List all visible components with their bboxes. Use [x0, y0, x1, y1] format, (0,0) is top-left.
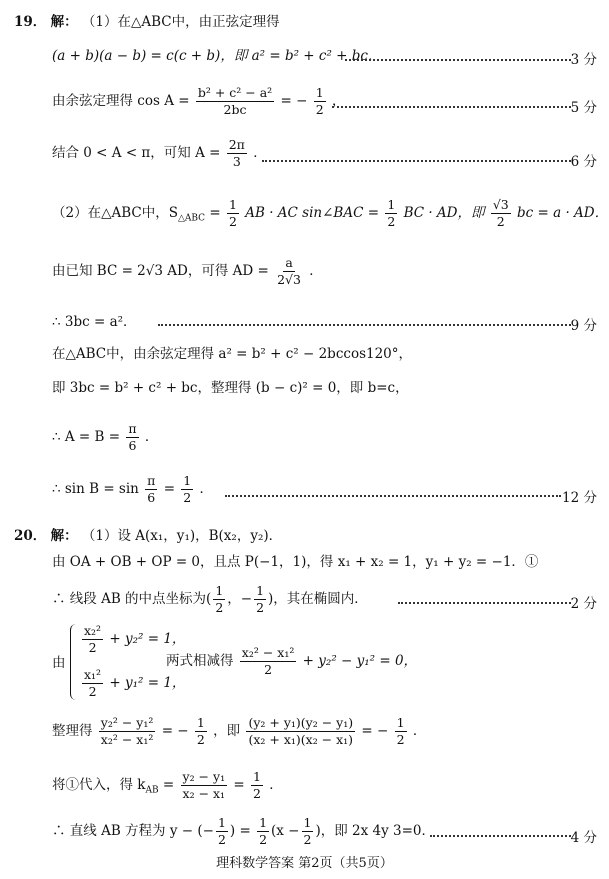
frac-num: y₂ − y₁ — [182, 769, 226, 784]
frac-num: 1 — [303, 815, 312, 830]
q19-line-7 — [52, 314, 137, 330]
q19-l9: 即 3bc = b² + c² + bc，整理得 (b − c)² = 0，即 b=c， — [52, 380, 409, 396]
frac-num: 1 — [315, 85, 324, 100]
q19-score-11: 12 分 — [562, 490, 597, 506]
frac-den: 2 — [303, 832, 312, 847]
q20-l3-frac1 — [213, 584, 225, 615]
q20-sys-frac — [240, 646, 297, 677]
q19-l5-sub: △ABC — [177, 213, 206, 224]
frac-num: 1 — [183, 473, 192, 488]
q20-line-6 — [52, 770, 283, 801]
frac-den: (x₂ + x₁)(x₂ − x₁) — [248, 732, 354, 747]
q19-line-9 — [52, 380, 409, 396]
frac-num: 1 — [217, 815, 226, 830]
q19-line-1 — [14, 14, 280, 30]
q20-l5-eq2: = − — [361, 723, 389, 739]
q20-sys-rhs — [166, 646, 417, 677]
q19-l10-pre: ∴ A = B = — [52, 429, 121, 445]
q19-l11-frac2 — [181, 474, 193, 505]
q20-l5-eq1: = − — [161, 723, 189, 739]
q19-l5-frac1 — [227, 198, 239, 229]
frac-num: 1 — [396, 715, 405, 730]
frac-den: 2 — [253, 786, 261, 801]
q20-l5-mid: ，即 — [213, 723, 241, 739]
q20-l5-frac3 — [246, 716, 355, 747]
q20-score-7: 4 分 — [570, 830, 597, 846]
q19-line-5 — [52, 198, 608, 229]
q19-dots-11 — [225, 493, 561, 497]
frac-den: 2 — [88, 640, 97, 655]
q20-l7-pre: ∴ 直线 AB 方程为 y − (− — [52, 823, 214, 839]
q19-l11-post: ． — [199, 481, 214, 497]
q20-l7-frac2 — [257, 816, 269, 847]
q19-l4-post: ． — [253, 145, 267, 161]
frac-num: 1 — [196, 715, 205, 730]
frac-num: x₂² — [84, 623, 102, 638]
q20-l5-frac2 — [195, 716, 207, 747]
q20-l5-post: ． — [412, 723, 427, 739]
q19-score-3: 5 分 — [570, 100, 597, 116]
q20-sys-post: + y₂² − y₁² = 0， — [302, 653, 418, 669]
q20-sys-a-post: + y₂² = 1， — [109, 631, 186, 647]
q19-line-3 — [52, 86, 345, 117]
frac-den: 2 — [215, 600, 224, 615]
frac-num: y₂² − y₁² — [100, 715, 154, 730]
frac-den: 2 — [256, 600, 265, 615]
q19-l5-m2: BC · AD，即 — [403, 205, 485, 221]
q19-l4-pre: 结合 0 < A < π，可知 A = — [52, 145, 221, 161]
q20-l3-frac2 — [254, 584, 266, 615]
frac-den: 2 — [196, 732, 205, 747]
frac-num: π — [128, 421, 137, 436]
q19-score-2: 3 分 — [570, 52, 597, 68]
frac-num: 1 — [259, 815, 268, 830]
q19-line-2 — [52, 48, 381, 64]
q19-l6-post: ． — [309, 263, 323, 279]
frac-num: 1 — [256, 583, 265, 598]
q20-line-1 — [14, 528, 282, 544]
frac-den: 2 — [264, 662, 273, 677]
q19-l10-frac — [126, 422, 138, 453]
q20-l6-eq2: = — [233, 777, 245, 793]
q19-l3-pre: 由余弦定理得 cos A = — [52, 93, 190, 109]
frac-num: π — [147, 473, 156, 488]
q20-score-3: 2 分 — [570, 596, 597, 612]
frac-num: 1 — [387, 197, 396, 212]
frac-den: 2√3 — [277, 272, 301, 287]
q19-jie: 解： — [50, 14, 78, 30]
frac-den: 2 — [217, 832, 226, 847]
frac-den: 3 — [232, 154, 241, 169]
frac-num: 2π — [228, 137, 245, 152]
q20-sys-a-frac — [82, 624, 103, 655]
q19-l4-frac — [227, 138, 247, 169]
q20-line-3 — [52, 584, 368, 615]
q19-score-4: 6 分 — [570, 154, 597, 170]
q20-l7-mid2: (x − — [271, 823, 300, 839]
q20-l6-eq: = — [162, 777, 175, 793]
q19-l2: (a + b)(a − b) = c(c + b)，即 a² = b² + c² + bc． — [52, 48, 382, 64]
q20-line-7 — [52, 816, 435, 847]
q20-line-5 — [52, 716, 426, 747]
q19-l10-post: ． — [144, 429, 159, 445]
q19-l3-frac2 — [314, 86, 326, 117]
q19-l3-frac — [196, 86, 274, 117]
frac-num: x₂² − x₁² — [241, 645, 295, 660]
frac-num: 1 — [215, 583, 224, 598]
q19-dots-4 — [262, 158, 571, 162]
q19-dots-7 — [158, 322, 571, 326]
q19-l7: ∴ 3bc = a²． — [52, 314, 137, 330]
q20-l1: （1）设 A(x₁，y₁)，B(x₂，y₂)． — [81, 528, 283, 544]
q20-l3-post: )，其在椭圆内． — [268, 591, 368, 607]
q19-line-8 — [52, 346, 412, 362]
q20-sys-mid: 两式相减得 — [166, 653, 234, 669]
frac-num: 1 — [228, 197, 237, 212]
q20-jie: 解： — [50, 528, 78, 544]
q19-l3-eq: = − — [280, 93, 308, 109]
q20-l6-sub: AB — [145, 785, 159, 796]
q19-l11-pre: ∴ sin B = sin — [52, 481, 139, 497]
q19-l11-eq: = — [163, 481, 175, 497]
q19-line-4 — [52, 138, 267, 169]
q20-l7-frac3 — [302, 816, 314, 847]
q19-l5-m3: bc = a · AD． — [517, 205, 609, 221]
frac-den: 2 — [228, 214, 237, 229]
q20-dots-3 — [398, 600, 571, 604]
q20-sys-b-post: + y₁² = 1， — [109, 675, 186, 691]
q20-l6-post: ． — [269, 777, 283, 793]
q19-l5-m1: AB · AC sin∠BAC = — [245, 205, 380, 221]
q19-dots-2 — [345, 57, 571, 61]
q20-l2: 由 OA + OB + OP = 0，且点 P(−1，1)，得 x₁ + x₂ = 1，y₁ + y₂ = −1．① — [52, 554, 539, 570]
q20-number: 20． — [14, 528, 47, 544]
frac-den: 6 — [128, 438, 137, 453]
q20-l7-frac1 — [216, 816, 228, 847]
q19-l8: 在△ABC中，由余弦定理得 a² = b² + c² − 2bccos120°， — [52, 346, 413, 362]
q20-l3-pre: ∴ 线段 AB 的中点坐标为( — [52, 591, 212, 607]
frac-den: x₂² − x₁² — [100, 732, 154, 747]
q19-l5-frac3 — [491, 198, 511, 229]
frac-den: 6 — [147, 490, 156, 505]
q20-l6-pre: 将①代入，得 k — [52, 777, 146, 793]
q19-number: 19． — [14, 14, 47, 30]
frac-den: 2 — [315, 102, 324, 117]
q20-sys-b-frac — [82, 668, 103, 699]
frac-den: x₂ − x₁ — [182, 786, 226, 801]
frac-den: 2 — [88, 684, 97, 699]
q19-l5-eq: = — [209, 205, 221, 221]
q19-l5-frac2 — [385, 198, 397, 229]
q20-l6-frac2 — [251, 770, 263, 801]
q19-l1: （1）在△ABC中，由正弦定理得 — [81, 14, 280, 30]
q19-line-11 — [52, 474, 213, 505]
q20-sys-you: 由 — [52, 655, 66, 671]
q20-l7-mid: ) = — [229, 823, 251, 839]
q19-l3-post: ， — [331, 93, 346, 109]
q20-l5-frac4 — [395, 716, 407, 747]
q20-l6-frac1 — [181, 770, 228, 801]
q19-line-6 — [52, 256, 323, 287]
q20-l3-mid: ，− — [227, 591, 253, 607]
q20-l5-frac1 — [99, 716, 156, 747]
page-footer: 理科数学答案 第2页（共5页） — [216, 856, 393, 871]
q20-dots-7 — [430, 833, 571, 837]
q19-l11-frac — [145, 474, 157, 505]
q19-line-10 — [52, 422, 158, 453]
q19-l6-frac — [275, 256, 303, 287]
q20-l7-post: )，即 2x 4y 3=0． — [315, 823, 436, 839]
q19-l5-pre: （2）在△ABC中，S — [52, 205, 178, 221]
frac-den: 2 — [396, 732, 405, 747]
q20-line-2 — [52, 554, 538, 570]
q19-score-7: 9 分 — [570, 318, 597, 334]
frac-num: (y₂ + y₁)(y₂ − y₁) — [248, 715, 354, 730]
frac-num: x₁² — [84, 667, 102, 682]
q19-l6-pre: 由已知 BC = 2√3 AD，可得 AD = — [52, 263, 269, 279]
frac-num: √3 — [492, 197, 509, 212]
frac-den: 2 — [259, 832, 268, 847]
frac-den: 2 — [496, 214, 505, 229]
frac-num: a — [285, 255, 293, 270]
frac-den: 2 — [183, 490, 192, 505]
frac-num: b² + c² − a² — [197, 85, 273, 100]
frac-num: 1 — [253, 769, 261, 784]
frac-den: 2 — [387, 214, 396, 229]
q20-brace — [70, 624, 79, 700]
q19-dots-3 — [332, 104, 571, 108]
frac-den: 2bc — [223, 102, 247, 117]
q20-l5-pre: 整理得 — [52, 723, 93, 739]
